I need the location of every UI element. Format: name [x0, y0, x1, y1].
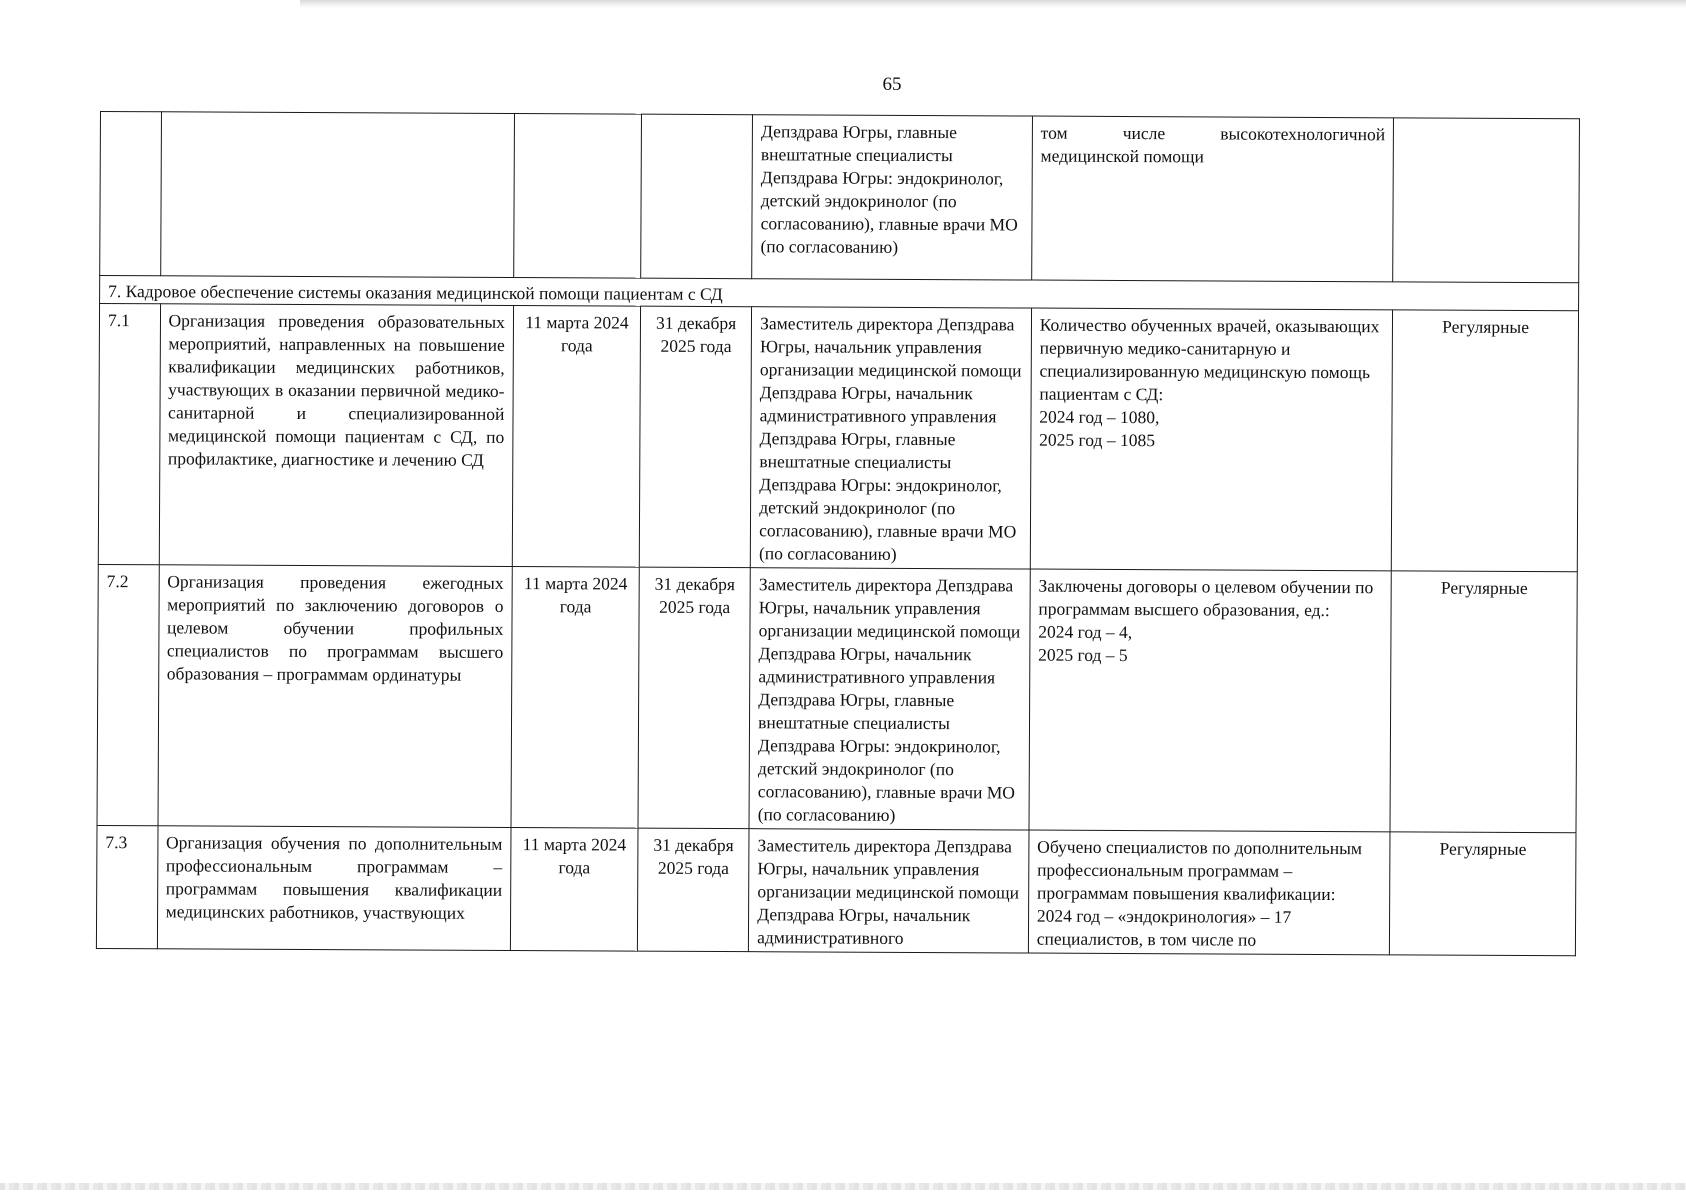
scan-edge-top — [300, 0, 1686, 8]
result-cell — [1028, 830, 1390, 955]
activity-cell: Организация проведения образовательных мероприятий, направленных на повышение квалификации медицинских работников, участвующих в оказании первичной медико-санитарной и специализированной медицинской помощи пациентам с СД, по профилактике, диагностике и лечению СД — [159, 304, 514, 567]
continuation-result: том числе высокотехнологичной медицинской помощи — [1031, 116, 1393, 282]
table-row — [96, 825, 1576, 955]
action-plan-table — [96, 111, 1580, 956]
row-number: 7.3 — [96, 825, 157, 948]
activity-cell: Организация обучения по дополнительным профессиональным программам – программам повышения квалификации медицинских работников, участвующих — [157, 826, 511, 951]
type-cell: Регулярные — [1391, 310, 1578, 572]
row-number: 7.1 — [98, 304, 160, 565]
result-text: Обучено специалистов по дополнительным профессиональным программам – программам повышения квалификации: — [1036, 836, 1362, 905]
responsible-cell: Заместитель директора Депздрава Югры, начальник управления организации медицинской помощи Депздрава Югры, начальник административного управления Депздрава Югры, главные внештатные специалисты Депздрава Югры: эндокринолог, детский эндокринолог (по согласованию), главные врачи МО (по согласованию) — [749, 568, 1030, 830]
result-line: 2024 год – 1080, — [1039, 406, 1160, 428]
continuation-end-cell — [641, 114, 753, 279]
continuation-row — [100, 112, 1580, 283]
type-cell: Регулярные — [1390, 832, 1576, 956]
end-date-cell: 31 декабря 2025 года — [639, 306, 751, 568]
result-line: 2024 год – «эндокринология» – 17 специалистов, в том числе по — [1036, 905, 1292, 950]
table-row — [97, 564, 1577, 832]
continuation-responsible: Депздрава Югры, главные внештатные специалисты Депздрава Югры: эндокринолог, детский эндокринолог (по согласованию), главные врачи МО (по согласованию) — [752, 115, 1032, 280]
table-row — [98, 304, 1578, 572]
result-line: 2025 год – 1085 — [1039, 429, 1156, 451]
continuation-activity-cell — [160, 112, 514, 278]
type-cell: Регулярные — [1390, 571, 1577, 833]
start-date-cell: 11 марта 2024 года — [511, 567, 639, 829]
start-date-cell: 11 марта 2024 года — [510, 828, 638, 952]
responsible-cell: Заместитель директора Депздрава Югры, начальник управления организации медицинской помощи Депздрава Югры, начальник административного управления Депздрава Югры, главные внештатные специалисты Депздрава Югры: эндокринолог, детский эндокринолог (по согласованию), главные врачи МО (по согласованию) — [750, 307, 1031, 569]
scan-edge-bottom — [0, 1183, 1686, 1190]
result-cell — [1030, 308, 1393, 571]
result-line: 2024 год – 4, — [1038, 621, 1133, 643]
start-date-cell: 11 марта 2024 года — [512, 306, 640, 568]
result-text: Количество обученных врачей, оказывающих первичную медико-санитарную и специализированную медицинскую помощь пациентам с СД: — [1039, 314, 1380, 405]
end-date-cell: 31 декабря 2025 года — [638, 567, 750, 829]
row-number: 7.2 — [97, 564, 159, 825]
result-cell — [1029, 569, 1392, 832]
result-line: 2025 год – 5 — [1038, 644, 1128, 666]
continuation-start-cell — [514, 114, 642, 279]
continuation-type-cell — [1393, 118, 1580, 283]
result-text: Заключены договоры о целевом обучении по программам высшего образования, ед.: — [1038, 575, 1374, 621]
responsible-cell: Заместитель директора Депздрава Югры, начальник управления организации медицинской помощи Депздрава Югры, начальник административного — [749, 829, 1029, 953]
end-date-cell: 31 декабря 2025 года — [638, 828, 750, 952]
page-number: 65 — [882, 74, 902, 95]
section-title: 7. Кадровое обеспечение системы оказания медицинской помощи пациентам с СД — [100, 276, 1579, 311]
activity-cell: Организация проведения ежегодных мероприятий по заключению договоров о целевом обучении профильных специалистов по программам высшего образования – программам ординатуры — [158, 565, 513, 828]
continuation-num-cell — [100, 112, 161, 276]
